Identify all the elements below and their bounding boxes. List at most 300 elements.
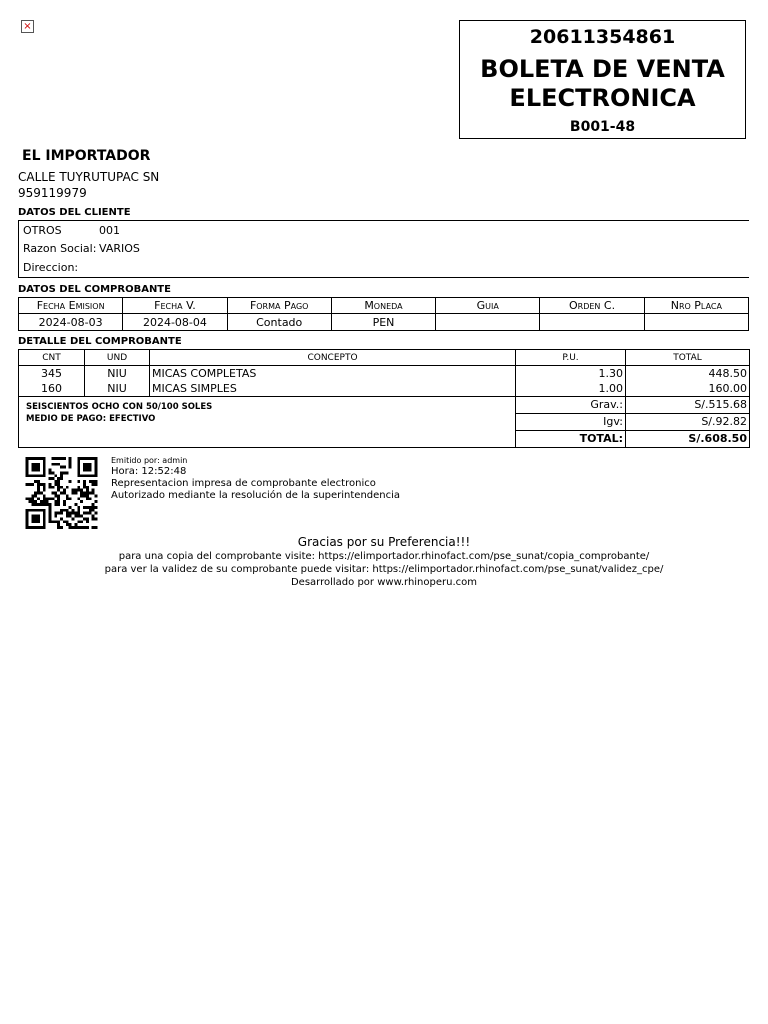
header-guia: Guia bbox=[436, 298, 540, 314]
qr-module bbox=[57, 486, 60, 489]
qr-module bbox=[54, 457, 57, 460]
qr-module bbox=[83, 506, 86, 509]
grav-label: Grav.: bbox=[516, 397, 626, 414]
qr-module bbox=[37, 515, 40, 518]
qr-module bbox=[92, 503, 95, 506]
qr-module bbox=[37, 492, 40, 495]
qr-module bbox=[95, 480, 98, 483]
qr-module bbox=[54, 480, 57, 483]
qr-module bbox=[40, 457, 43, 460]
qr-module bbox=[86, 492, 89, 495]
qr-module bbox=[34, 503, 37, 506]
qr-module bbox=[37, 486, 40, 489]
qr-module bbox=[34, 517, 37, 520]
qr-module bbox=[95, 494, 98, 497]
qr-module bbox=[89, 512, 92, 515]
qr-module bbox=[60, 512, 63, 515]
qr-module bbox=[69, 497, 72, 500]
qr-module bbox=[43, 503, 46, 506]
qr-module bbox=[28, 526, 31, 529]
grav-value: S/.515.68 bbox=[626, 397, 750, 414]
qr-module bbox=[83, 492, 86, 495]
qr-module bbox=[43, 474, 46, 477]
qr-module bbox=[86, 466, 89, 469]
qr-module bbox=[80, 494, 83, 497]
qr-module bbox=[77, 526, 80, 529]
ruc-number: 20611354861 bbox=[529, 26, 676, 48]
qr-module bbox=[95, 483, 98, 486]
company-address: CALLE TUYRUTUPAC SN bbox=[18, 170, 160, 184]
qr-module bbox=[66, 515, 69, 518]
qr-module bbox=[54, 483, 57, 486]
item-pu: 1.30 bbox=[516, 366, 626, 382]
qr-module bbox=[54, 474, 57, 477]
qr-module bbox=[86, 526, 89, 529]
qr-module bbox=[92, 492, 95, 495]
qr-module bbox=[80, 520, 83, 523]
qr-module bbox=[86, 489, 89, 492]
broken-image-icon: × bbox=[21, 20, 34, 33]
qr-module bbox=[77, 515, 80, 518]
qr-module bbox=[77, 509, 80, 512]
qr-module bbox=[40, 474, 43, 477]
item-concepto: MICAS SIMPLES bbox=[150, 381, 516, 397]
total-value: S/.608.50 bbox=[626, 431, 750, 448]
qr-module bbox=[26, 509, 29, 512]
header-fecha-emision: Fecha Emision bbox=[19, 298, 123, 314]
qr-module bbox=[80, 515, 83, 518]
qr-module bbox=[95, 512, 98, 515]
qr-module bbox=[92, 480, 95, 483]
qr-module bbox=[51, 477, 54, 480]
qr-module bbox=[28, 497, 31, 500]
header-pu: P.U. bbox=[516, 350, 626, 366]
qr-module bbox=[89, 506, 92, 509]
qr-module bbox=[69, 526, 72, 529]
qr-module bbox=[37, 517, 40, 520]
qr-module bbox=[77, 469, 80, 472]
qr-module bbox=[60, 517, 63, 520]
qr-module bbox=[57, 457, 60, 460]
client-doc-type: OTROS bbox=[23, 224, 62, 237]
qr-module bbox=[43, 500, 46, 503]
qr-module bbox=[74, 503, 77, 506]
qr-module bbox=[43, 469, 46, 472]
qr-module bbox=[43, 471, 46, 474]
qr-module bbox=[26, 466, 29, 469]
qr-module bbox=[74, 492, 77, 495]
qr-module bbox=[86, 512, 89, 515]
header-concepto: CONCEPTO bbox=[150, 350, 516, 366]
qr-module bbox=[40, 492, 43, 495]
qr-module bbox=[57, 483, 60, 486]
qr-module bbox=[31, 515, 34, 518]
qr-module bbox=[77, 520, 80, 523]
qr-module bbox=[49, 469, 52, 472]
item-cnt: 160 bbox=[19, 381, 85, 397]
qr-module bbox=[92, 483, 95, 486]
qr-module bbox=[43, 457, 46, 460]
qr-module bbox=[26, 460, 29, 463]
qr-module bbox=[46, 500, 49, 503]
qr-module bbox=[28, 457, 31, 460]
authorization-note: Autorizado mediante la resolución de la superintendencia bbox=[111, 490, 401, 501]
qr-module bbox=[80, 489, 83, 492]
value-fecha-emision: 2024-08-03 bbox=[19, 314, 123, 331]
qr-module bbox=[95, 460, 98, 463]
qr-module bbox=[51, 486, 54, 489]
qr-module bbox=[92, 526, 95, 529]
qr-code-icon bbox=[24, 457, 99, 529]
qr-module bbox=[60, 471, 63, 474]
qr-module bbox=[72, 509, 75, 512]
qr-module bbox=[95, 474, 98, 477]
client-doc-number: 001 bbox=[99, 224, 120, 237]
qr-module bbox=[54, 515, 57, 518]
qr-module bbox=[49, 497, 52, 500]
razon-social-label: Razon Social: bbox=[23, 242, 97, 255]
qr-module bbox=[72, 517, 75, 520]
qr-module bbox=[43, 463, 46, 466]
qr-module bbox=[83, 494, 86, 497]
qr-module bbox=[60, 466, 63, 469]
qr-module bbox=[43, 515, 46, 518]
qr-module bbox=[57, 512, 60, 515]
qr-module bbox=[83, 517, 86, 520]
value-guia bbox=[436, 314, 540, 331]
qr-module bbox=[49, 486, 52, 489]
qr-module bbox=[69, 480, 72, 483]
qr-module bbox=[28, 500, 31, 503]
qr-module bbox=[77, 474, 80, 477]
qr-module bbox=[51, 497, 54, 500]
qr-module bbox=[37, 520, 40, 523]
qr-module bbox=[43, 520, 46, 523]
razon-social-value: VARIOS bbox=[99, 242, 140, 255]
header-fecha-v: Fecha V. bbox=[123, 298, 227, 314]
qr-module bbox=[51, 463, 54, 466]
qr-module bbox=[37, 457, 40, 460]
qr-module bbox=[92, 517, 95, 520]
qr-module bbox=[69, 457, 72, 460]
qr-module bbox=[28, 509, 31, 512]
qr-module bbox=[37, 489, 40, 492]
qr-module bbox=[77, 512, 80, 515]
thanks-message: Gracias por su Preferencia!!! bbox=[297, 535, 471, 549]
qr-module bbox=[34, 515, 37, 518]
qr-module bbox=[43, 486, 46, 489]
client-box bbox=[18, 220, 749, 278]
qr-module bbox=[34, 526, 37, 529]
qr-module bbox=[37, 463, 40, 466]
qr-module bbox=[43, 497, 46, 500]
qr-module bbox=[77, 460, 80, 463]
header-nro-placa: Nro Placa bbox=[644, 298, 748, 314]
qr-module bbox=[95, 471, 98, 474]
qr-module bbox=[34, 509, 37, 512]
qr-module bbox=[31, 526, 34, 529]
qr-module bbox=[57, 489, 60, 492]
qr-module bbox=[95, 466, 98, 469]
qr-module bbox=[86, 469, 89, 472]
qr-module bbox=[80, 526, 83, 529]
qr-module bbox=[37, 526, 40, 529]
qr-module bbox=[89, 480, 92, 483]
qr-module bbox=[57, 497, 60, 500]
qr-module bbox=[43, 494, 46, 497]
qr-module bbox=[57, 463, 60, 466]
qr-module bbox=[57, 480, 60, 483]
header-total: TOTAL bbox=[626, 350, 750, 366]
qr-module bbox=[89, 509, 92, 512]
qr-module bbox=[86, 520, 89, 523]
qr-module bbox=[95, 506, 98, 509]
qr-module bbox=[80, 457, 83, 460]
qr-module bbox=[43, 466, 46, 469]
qr-module bbox=[57, 523, 60, 526]
qr-module bbox=[86, 474, 89, 477]
qr-module bbox=[89, 492, 92, 495]
qr-module bbox=[83, 463, 86, 466]
qr-module bbox=[83, 469, 86, 472]
qr-module bbox=[83, 474, 86, 477]
representation-note: Representacion impresa de comprobante electronico bbox=[111, 478, 376, 489]
qr-module bbox=[95, 526, 98, 529]
qr-module bbox=[57, 477, 60, 480]
qr-module bbox=[51, 457, 54, 460]
igv-label: Igv: bbox=[516, 414, 626, 431]
qr-module bbox=[92, 515, 95, 518]
qr-module bbox=[31, 483, 34, 486]
qr-module bbox=[72, 489, 75, 492]
qr-module bbox=[69, 463, 72, 466]
igv-value: S/.92.82 bbox=[626, 414, 750, 431]
comprobante-table bbox=[18, 297, 749, 331]
qr-module bbox=[31, 466, 34, 469]
qr-module bbox=[63, 457, 66, 460]
qr-module bbox=[69, 523, 72, 526]
qr-module bbox=[63, 509, 66, 512]
qr-module bbox=[26, 517, 29, 520]
qr-module bbox=[31, 500, 34, 503]
qr-module bbox=[66, 509, 69, 512]
qr-module bbox=[95, 500, 98, 503]
qr-module bbox=[26, 523, 29, 526]
qr-module bbox=[83, 486, 86, 489]
value-nro-placa bbox=[644, 314, 748, 331]
qr-module bbox=[43, 526, 46, 529]
qr-module bbox=[26, 483, 29, 486]
qr-module bbox=[49, 477, 52, 480]
qr-module bbox=[34, 469, 37, 472]
qr-module bbox=[95, 457, 98, 460]
qr-module bbox=[77, 506, 80, 509]
qr-module bbox=[69, 466, 72, 469]
header-cnt: CNT bbox=[19, 350, 85, 366]
qr-module bbox=[46, 497, 49, 500]
qr-module bbox=[69, 512, 72, 515]
qr-module bbox=[95, 469, 98, 472]
qr-module bbox=[92, 489, 95, 492]
qr-module bbox=[54, 503, 57, 506]
qr-module bbox=[37, 483, 40, 486]
qr-module bbox=[86, 486, 89, 489]
qr-module bbox=[46, 503, 49, 506]
qr-module bbox=[43, 489, 46, 492]
comprobante-section-title: DATOS DEL COMPROBANTE bbox=[18, 284, 171, 295]
qr-module bbox=[31, 457, 34, 460]
qr-module bbox=[57, 494, 60, 497]
item-pu: 1.00 bbox=[516, 381, 626, 397]
qr-module bbox=[31, 520, 34, 523]
qr-module bbox=[77, 466, 80, 469]
qr-module bbox=[74, 523, 77, 526]
qr-module bbox=[37, 469, 40, 472]
qr-module bbox=[80, 474, 83, 477]
qr-module bbox=[83, 480, 86, 483]
client-doc-row bbox=[23, 224, 120, 238]
qr-module bbox=[92, 474, 95, 477]
qr-module bbox=[74, 512, 77, 515]
qr-module bbox=[34, 463, 37, 466]
qr-module bbox=[54, 492, 57, 495]
header-orden-c: Orden C. bbox=[540, 298, 644, 314]
qr-module bbox=[60, 486, 63, 489]
qr-module bbox=[74, 489, 77, 492]
qr-module bbox=[66, 520, 69, 523]
qr-module bbox=[80, 492, 83, 495]
qr-module bbox=[31, 463, 34, 466]
qr-module bbox=[43, 460, 46, 463]
summary-row-grav bbox=[19, 397, 750, 414]
qr-module bbox=[95, 517, 98, 520]
value-forma-pago: Contado bbox=[227, 314, 331, 331]
item-cnt: 345 bbox=[19, 366, 85, 382]
qr-module bbox=[89, 463, 92, 466]
direccion-label: Direccion: bbox=[23, 261, 79, 274]
emission-hour: Hora: 12:52:48 bbox=[111, 466, 187, 477]
qr-module bbox=[86, 463, 89, 466]
qr-module bbox=[54, 500, 57, 503]
qr-module bbox=[83, 466, 86, 469]
comprobante-value-row bbox=[19, 314, 749, 331]
qr-module bbox=[63, 520, 66, 523]
value-orden-c bbox=[540, 314, 644, 331]
qr-module bbox=[34, 457, 37, 460]
document-type: BOLETA DE VENTA ELECTRONICA bbox=[480, 55, 725, 112]
qr-module bbox=[49, 503, 52, 506]
validity-link-line: para ver la validez de su comprobante puede visitar: https://elimportador.rhinofact.com/pse_sunat/validez_cpe/ bbox=[104, 564, 664, 575]
qr-module bbox=[89, 466, 92, 469]
series-number: B001-48 bbox=[569, 119, 636, 135]
qr-module bbox=[26, 520, 29, 523]
value-fecha-v: 2024-08-04 bbox=[123, 314, 227, 331]
qr-module bbox=[63, 471, 66, 474]
qr-module bbox=[60, 509, 63, 512]
qr-module bbox=[54, 494, 57, 497]
qr-module bbox=[66, 471, 69, 474]
qr-module bbox=[77, 489, 80, 492]
qr-module bbox=[57, 500, 60, 503]
qr-module bbox=[37, 503, 40, 506]
qr-module bbox=[57, 526, 60, 529]
table-row bbox=[19, 381, 750, 397]
qr-module bbox=[60, 457, 63, 460]
qr-module bbox=[26, 526, 29, 529]
qr-module bbox=[49, 517, 52, 520]
emitted-by: Emitido por: admin bbox=[111, 456, 188, 465]
qr-module bbox=[28, 483, 31, 486]
qr-module bbox=[28, 474, 31, 477]
qr-module bbox=[77, 480, 80, 483]
item-und: NIU bbox=[85, 381, 150, 397]
qr-module bbox=[77, 497, 80, 500]
qr-module bbox=[34, 494, 37, 497]
qr-module bbox=[37, 509, 40, 512]
qr-module bbox=[40, 500, 43, 503]
qr-module bbox=[60, 477, 63, 480]
qr-module bbox=[66, 512, 69, 515]
qr-module bbox=[86, 497, 89, 500]
item-total: 448.50 bbox=[626, 366, 750, 382]
qr-module bbox=[54, 512, 57, 515]
qr-module bbox=[43, 517, 46, 520]
qr-module bbox=[83, 483, 86, 486]
qr-module bbox=[31, 494, 34, 497]
amount-words-cell bbox=[19, 397, 516, 448]
qr-module bbox=[72, 512, 75, 515]
qr-module bbox=[43, 512, 46, 515]
qr-module bbox=[49, 515, 52, 518]
qr-module bbox=[31, 474, 34, 477]
qr-module bbox=[60, 492, 63, 495]
client-direccion-row bbox=[23, 261, 78, 275]
qr-module bbox=[51, 492, 54, 495]
qr-module bbox=[26, 471, 29, 474]
qr-module bbox=[63, 492, 66, 495]
qr-module bbox=[80, 500, 83, 503]
qr-module bbox=[34, 480, 37, 483]
qr-module bbox=[74, 526, 77, 529]
qr-module bbox=[57, 503, 60, 506]
qr-module bbox=[60, 474, 63, 477]
qr-module bbox=[83, 526, 86, 529]
qr-module bbox=[31, 509, 34, 512]
qr-module bbox=[86, 506, 89, 509]
qr-module bbox=[66, 523, 69, 526]
qr-module bbox=[51, 471, 54, 474]
item-concepto: MICAS COMPLETAS bbox=[150, 366, 516, 382]
qr-module bbox=[86, 457, 89, 460]
qr-module bbox=[60, 526, 63, 529]
qr-module bbox=[69, 506, 72, 509]
total-label: TOTAL: bbox=[516, 431, 626, 448]
qr-module bbox=[95, 463, 98, 466]
qr-module bbox=[26, 497, 29, 500]
qr-module bbox=[34, 474, 37, 477]
qr-module bbox=[31, 517, 34, 520]
qr-module bbox=[26, 515, 29, 518]
table-row bbox=[19, 366, 750, 382]
qr-module bbox=[43, 483, 46, 486]
qr-module bbox=[86, 517, 89, 520]
qr-module bbox=[51, 520, 54, 523]
qr-module bbox=[26, 457, 29, 460]
qr-module bbox=[26, 474, 29, 477]
qr-module bbox=[66, 486, 69, 489]
qr-module bbox=[63, 500, 66, 503]
qr-module bbox=[49, 506, 52, 509]
